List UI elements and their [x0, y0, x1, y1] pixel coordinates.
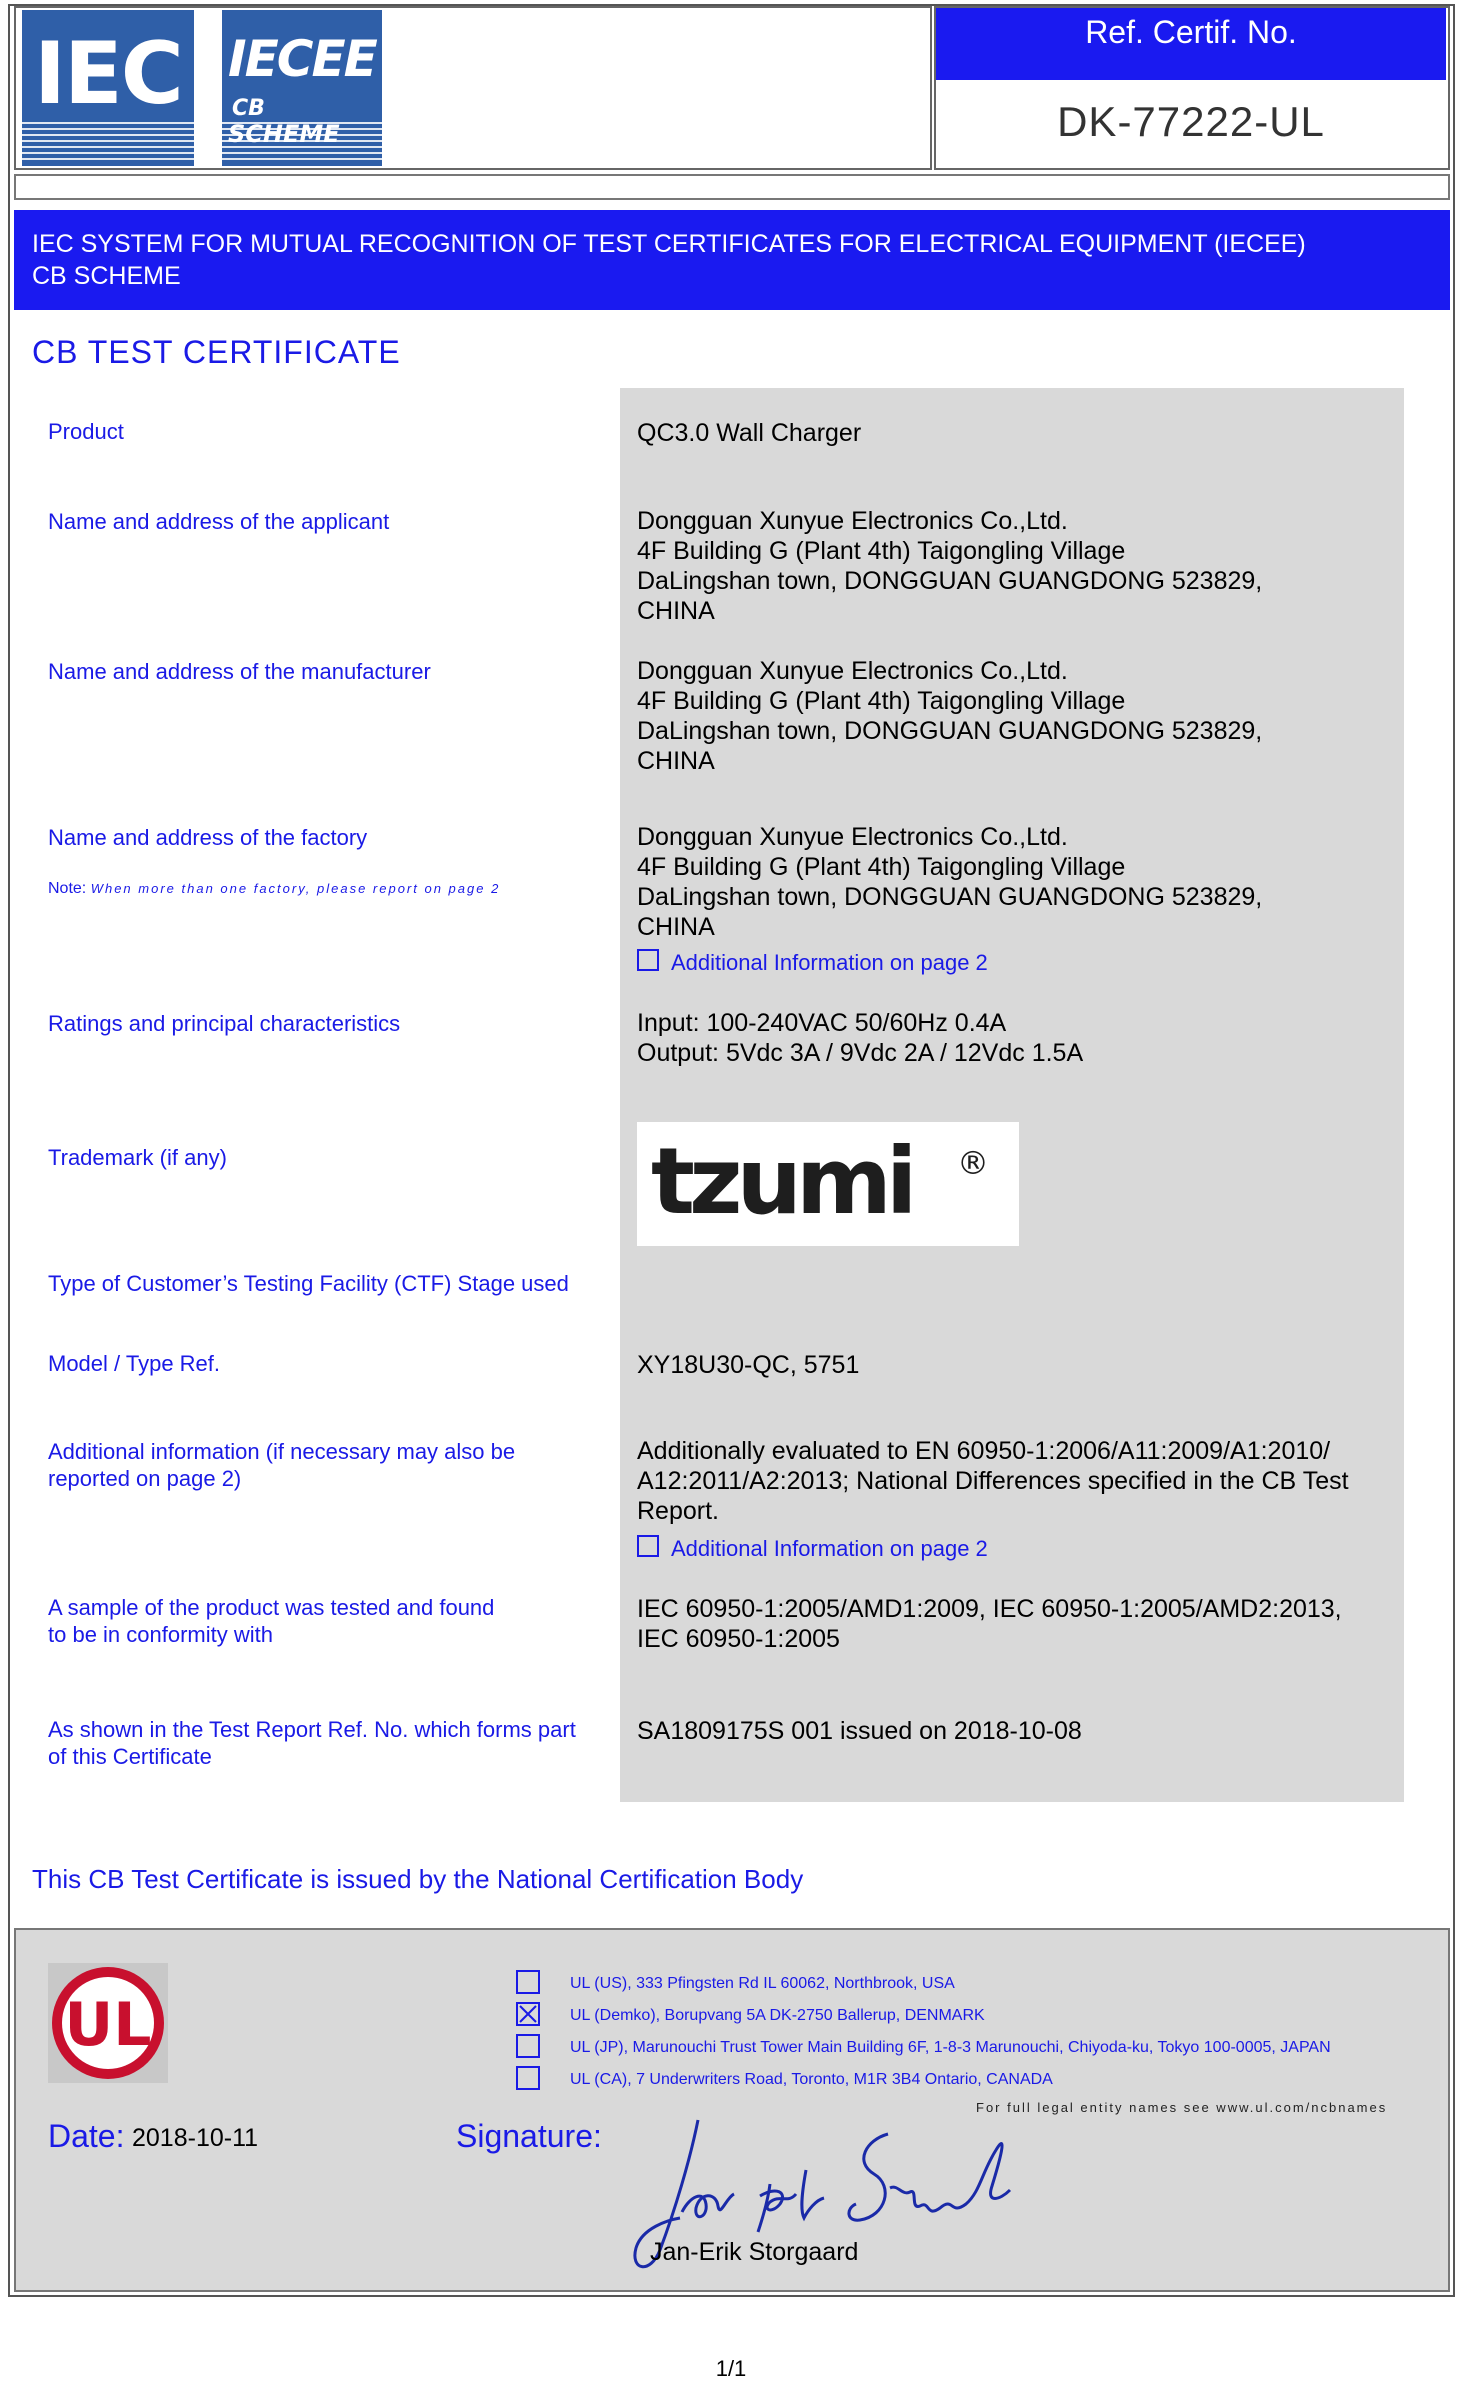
manufacturer-line: 4F Building G (Plant 4th) Taigongling Village: [637, 687, 1126, 715]
product-value: QC3.0 Wall Charger: [637, 419, 862, 447]
report-label: [48, 1716, 576, 1770]
office-jp[interactable]: [516, 2036, 1331, 2060]
applicant-line: 4F Building G (Plant 4th) Taigongling Village: [637, 537, 1126, 565]
conformity-line: IEC 60950-1:2005: [637, 1625, 840, 1653]
additional-info-line: A12:2011/A2:2013; National Differences specified in the CB Test: [637, 1467, 1349, 1495]
manufacturer-line: Dongguan Xunyue Electronics Co.,Ltd.: [637, 657, 1068, 685]
ratings-line: Input: 100-240VAC 50/60Hz 0.4A: [637, 1009, 1007, 1037]
legal-entity-note: For full legal entity names see www.ul.com/ncbnames: [976, 2100, 1388, 2115]
factory-note-text: When more than one factory, please report on page 2: [90, 881, 501, 896]
model-label: Model / Type Ref.: [48, 1351, 221, 1376]
tzumi-logo-text: tzumi: [651, 1128, 912, 1235]
trademark-logo: [637, 1122, 1019, 1246]
signature-stroke: [758, 2170, 824, 2232]
header-divider: [14, 174, 1450, 200]
applicant-line: Dongguan Xunyue Electronics Co.,Ltd.: [637, 507, 1068, 535]
factory-line: 4F Building G (Plant 4th) Taigongling Village: [637, 853, 1126, 881]
factory-address: [637, 822, 1262, 942]
factory-label: Name and address of the factory: [48, 825, 368, 850]
additional-info-line: Additionally evaluated to EN 60950-1:2006/A11:2009/A1:2010/: [637, 1437, 1331, 1465]
trademark-label: Trademark (if any): [48, 1145, 227, 1170]
conformity-label: [48, 1594, 494, 1648]
iecee-logo-title: IECEE: [228, 30, 376, 88]
manufacturer-line: CHINA: [637, 747, 715, 775]
date-value: 2018-10-11: [132, 2124, 259, 2152]
conformity-label-line: A sample of the product was tested and found: [48, 1595, 495, 1620]
ratings-line: Output: 5Vdc 3A / 9Vdc 2A / 12Vdc 1.5A: [637, 1039, 1084, 1067]
office-jp-checkbox[interactable]: [516, 2034, 540, 2058]
checked-x-icon: [518, 2004, 538, 2024]
reference-label: Ref. Certif. No.: [936, 8, 1446, 80]
signature-stroke: [682, 2194, 734, 2217]
additional-info-label-line: Additional information (if necessary may also be: [48, 1439, 516, 1464]
office-demko[interactable]: [516, 2004, 985, 2028]
factory-note-prefix: Note:: [48, 880, 87, 897]
applicant-line: DaLingshan town, DONGGUAN GUANGDONG 523829,: [637, 567, 1263, 595]
ctf-label: Type of Customer’s Testing Facility (CTF) Stage used: [48, 1271, 569, 1296]
factory-note: [48, 880, 500, 898]
model-value: XY18U30-QC, 5751: [637, 1351, 860, 1379]
report-value: SA1809175S 001 issued on 2018-10-08: [637, 1717, 1082, 1745]
system-title-line-2: CB SCHEME: [32, 262, 181, 290]
applicant-line: CHINA: [637, 597, 715, 625]
signer-name: Jan-Erik Storgaard: [650, 2238, 859, 2266]
report-label-line: As shown in the Test Report Ref. No. which forms part: [48, 1717, 576, 1742]
manufacturer-address: [637, 656, 1262, 776]
conformity-line: IEC 60950-1:2005/AMD1:2009, IEC 60950-1:2005/AMD2:2013,: [637, 1595, 1342, 1623]
manufacturer-line: DaLingshan town, DONGGUAN GUANGDONG 523829,: [637, 717, 1263, 745]
ul-logo: [48, 1963, 168, 2083]
factory-line: CHINA: [637, 913, 715, 941]
date-label: Date:: [48, 2118, 125, 2154]
signature-stroke: [849, 2134, 1010, 2220]
iec-logo: [22, 10, 194, 166]
office-us[interactable]: [516, 1972, 955, 1996]
office-jp-label: UL (JP), Marunouchi Trust Tower Main Building 6F, 1-8-3 Marunouchi, Chiyoda-ku, Tokyo 100-0005, JAPAN: [570, 2039, 1331, 2057]
report-label-line: of this Certificate: [48, 1744, 212, 1769]
iecee-logo-scheme: SCHEME: [228, 120, 340, 148]
additional-info-value: [637, 1436, 1349, 1526]
additional-info-label-line: reported on page 2): [48, 1466, 242, 1491]
additional-info-page2-checkbox[interactable]: [637, 1535, 659, 1557]
certificate-title: CB TEST CERTIFICATE: [32, 334, 401, 370]
office-demko-checkbox[interactable]: [516, 2002, 540, 2026]
iec-logo-text: IEC: [34, 24, 182, 124]
ul-logo-mark: [48, 1963, 168, 2083]
factory-line: DaLingshan town, DONGGUAN GUANGDONG 523829,: [637, 883, 1263, 911]
factory-additional-info-checkbox[interactable]: [637, 949, 659, 971]
registered-mark-icon: ®: [957, 1144, 989, 1182]
additional-info-page2-label: Additional Information on page 2: [671, 1536, 988, 1561]
reference-number: DK-77222-UL: [1057, 98, 1325, 145]
conformity-label-line: to be in conformity with: [48, 1622, 273, 1647]
factory-additional-info[interactable]: [637, 950, 988, 976]
iecee-logo-cb: CB: [232, 96, 265, 121]
issued-by-statement: This CB Test Certificate is issued by the National Certification Body: [32, 1864, 804, 1894]
system-title-bar: [14, 210, 1450, 310]
page-number: 1/1: [715, 2356, 747, 2381]
office-demko-label: UL (Demko), Borupvang 5A DK-2750 Ballerup, DENMARK: [570, 2007, 985, 2025]
office-us-label: UL (US), 333 Pfingsten Rd IL 60062, Northbrook, USA: [570, 1975, 955, 1993]
additional-info-page2[interactable]: [637, 1536, 988, 1562]
ul-logo-text: UL: [64, 1990, 152, 2060]
office-ca[interactable]: [516, 2068, 1053, 2092]
office-ca-checkbox[interactable]: [516, 2066, 540, 2090]
product-label: Product: [48, 419, 124, 444]
factory-line: Dongguan Xunyue Electronics Co.,Ltd.: [637, 823, 1068, 851]
iecee-cb-scheme-logo: [222, 10, 382, 166]
ratings-value: [637, 1008, 1083, 1068]
conformity-value: [637, 1594, 1342, 1654]
office-ca-label: UL (CA), 7 Underwriters Road, Toronto, M1R 3B4 Ontario, CANADA: [570, 2071, 1053, 2089]
additional-info-line: Report.: [637, 1497, 719, 1525]
applicant-address: [637, 506, 1262, 626]
manufacturer-label: Name and address of the manufacturer: [48, 659, 431, 684]
additional-info-label: [48, 1438, 515, 1492]
applicant-label: Name and address of the applicant: [48, 509, 390, 534]
factory-additional-info-label: Additional Information on page 2: [671, 950, 988, 975]
signature-label: Signature:: [456, 2118, 602, 2154]
system-title-line-1: IEC SYSTEM FOR MUTUAL RECOGNITION OF TEST CERTIFICATES FOR ELECTRICAL EQUIPMENT (IECEE): [32, 230, 1306, 258]
office-us-checkbox[interactable]: [516, 1970, 540, 1994]
ratings-label: Ratings and principal characteristics: [48, 1011, 401, 1036]
